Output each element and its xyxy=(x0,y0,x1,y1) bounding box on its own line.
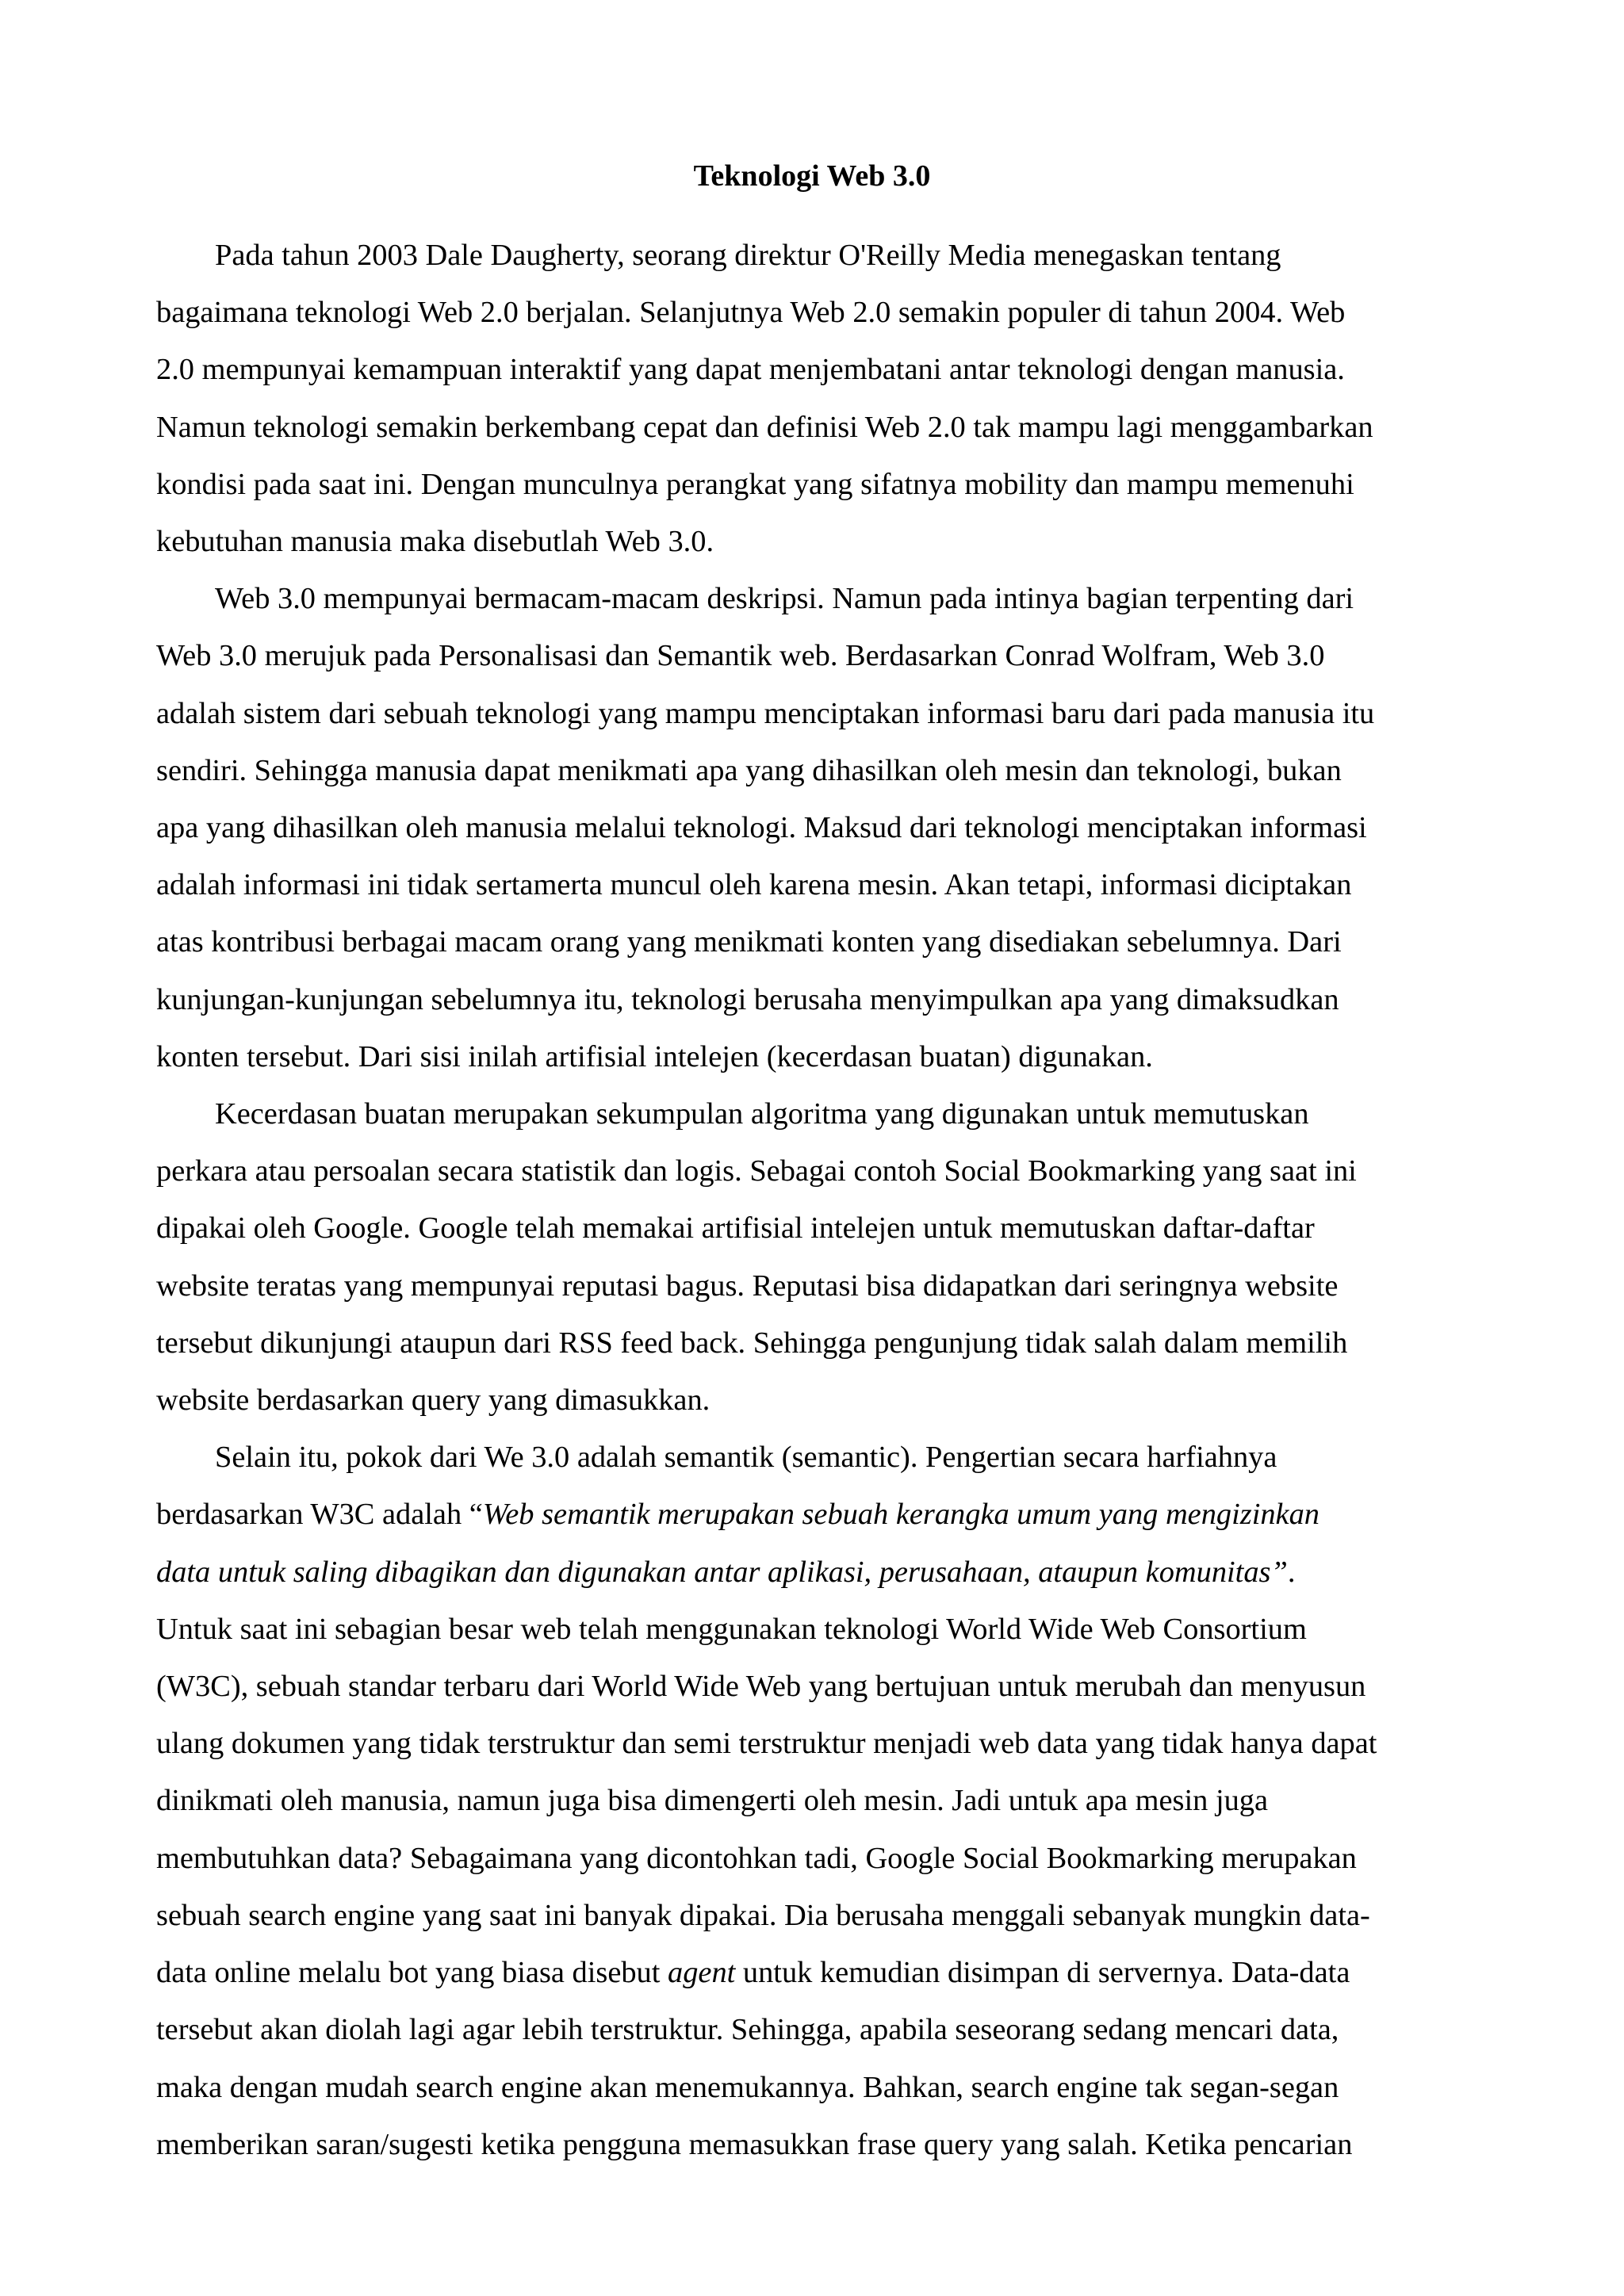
text-line: ulang dokumen yang tidak terstruktur dan semi terstruktur menjadi web data yang tidak hanya dapat xyxy=(156,1727,1377,1761)
document-body xyxy=(156,227,1475,2173)
text-run: data online melalu bot yang biasa disebut xyxy=(156,1956,668,1990)
text-line: (W3C), sebuah standar terbaru dari World Wide Web yang bertujuan untuk merubah dan menyusun xyxy=(156,1670,1366,1704)
text-line: perkara atau persoalan secara statistik dan logis. Sebagai contoh Social Bookmarking yang saat ini xyxy=(156,1154,1357,1188)
text-line: memberikan saran/sugesti ketika pengguna memasukkan frase query yang salah. Ketika pencarian xyxy=(156,2127,1353,2161)
text-line: kondisi pada saat ini. Dengan munculnya perangkat yang sifatnya mobility dan mampu memenuhi xyxy=(156,467,1354,501)
text-line: Untuk saat ini sebagian besar web telah menggunakan teknologi World Wide Web Consortium xyxy=(156,1612,1307,1646)
text-line: adalah sistem dari sebuah teknologi yang mampu menciptakan informasi baru dari pada manusia itu xyxy=(156,696,1375,730)
text-line: Selain itu, pokok dari We 3.0 adalah semantik (semantic). Pengertian secara harfiahnya xyxy=(215,1441,1277,1475)
text-line: website berdasarkan query yang dimasukkan. xyxy=(156,1383,710,1418)
page-title: Teknologi Web 3.0 xyxy=(693,159,931,193)
text-line: Web 3.0 mempunyai bermacam-macam deskripsi. Namun pada intinya bagian terpenting dari xyxy=(215,582,1354,616)
text-line: membutuhkan data? Sebagaimana yang dicontohkan tadi, Google Social Bookmarking merupakan xyxy=(156,1841,1357,1875)
text-line: website teratas yang mempunyai reputasi bagus. Reputasi bisa didapatkan dari seringnya website xyxy=(156,1269,1339,1303)
text-line: sendiri. Sehingga manusia dapat menikmati apa yang dihasilkan oleh mesin dan teknologi, bukan xyxy=(156,753,1342,787)
text-line: kebutuhan manusia maka disebutlah Web 3.0. xyxy=(156,525,714,559)
text-line: bagaimana teknologi Web 2.0 berjalan. Selanjutnya Web 2.0 semakin populer di tahun 2004. Web xyxy=(156,296,1346,330)
text-line: tersebut dikunjungi ataupun dari RSS feed back. Sehingga pengunjung tidak salah dalam memilih xyxy=(156,1326,1348,1360)
text-line: maka dengan mudah search engine akan menemukannya. Bahkan, search engine tak segan-segan xyxy=(156,2070,1339,2104)
text-line: adalah informasi ini tidak sertamerta muncul oleh karena mesin. Akan tetapi, informasi diciptakan xyxy=(156,868,1352,902)
quote-text: data untuk saling dibagikan dan digunakan antar aplikasi, perusahaan, ataupun komunitas” xyxy=(156,1555,1288,1589)
text-line: sebuah search engine yang saat ini banyak dipakai. Dia berusaha menggali sebanyak mungkin data- xyxy=(156,1898,1370,1932)
text-line: apa yang dihasilkan oleh manusia melalui teknologi. Maksud dari teknologi menciptakan informasi xyxy=(156,811,1367,845)
quote-text: Web semantik merupakan sebuah kerangka umum yang mengizinkan xyxy=(482,1498,1320,1532)
text-line: tersebut akan diolah lagi agar lebih terstruktur. Sehingga, apabila seseorang sedang mencari data, xyxy=(156,2013,1339,2047)
text-line: Pada tahun 2003 Dale Daugherty, seorang direktur O'Reilly Media menegaskan tentang xyxy=(215,239,1281,272)
text-line: atas kontribusi berbagai macam orang yang menikmati konten yang disediakan sebelumnya. Dari xyxy=(156,925,1342,959)
text-line: Kecerdasan buatan merupakan sekumpulan algoritma yang digunakan untuk memutuskan xyxy=(215,1097,1309,1131)
text-run: untuk kemudian disimpan di servernya. Data-data xyxy=(735,1956,1350,1990)
text-line xyxy=(156,1486,1475,1543)
text-line: kunjungan-kunjungan sebelumnya itu, teknologi berusaha menyimpulkan apa yang dimaksudkan xyxy=(156,982,1339,1016)
text-run: . xyxy=(1287,1555,1296,1589)
text-line: Web 3.0 merujuk pada Personalisasi dan Semantik web. Berdasarkan Conrad Wolfram, Web 3.0 xyxy=(156,639,1325,673)
paragraph-3 xyxy=(156,1085,1475,1429)
emphasis-text: agent xyxy=(668,1956,736,1990)
paragraph-2 xyxy=(156,570,1475,1085)
paragraph-1 xyxy=(156,227,1475,570)
text-line: 2.0 mempunyai kemampuan interaktif yang dapat menjembatani antar teknologi dengan manusia. xyxy=(156,353,1345,387)
text-line: Namun teknologi semakin berkembang cepat dan definisi Web 2.0 tak mampu lagi menggambarkan xyxy=(156,410,1373,444)
paragraph-4 xyxy=(156,1429,1475,2173)
text-run: berdasarkan W3C adalah “ xyxy=(156,1498,483,1532)
text-line: konten tersebut. Dari sisi inilah artifisial intelejen (kecerdasan buatan) digunakan. xyxy=(156,1039,1153,1073)
text-line: dinikmati oleh manusia, namun juga bisa dimengerti oleh mesin. Jadi untuk apa mesin juga xyxy=(156,1784,1269,1818)
text-line xyxy=(156,1544,1475,1601)
text-line xyxy=(156,1944,1475,2001)
text-line: dipakai oleh Google. Google telah memakai artifisial intelejen untuk memutuskan daftar-daftar xyxy=(156,1211,1315,1246)
